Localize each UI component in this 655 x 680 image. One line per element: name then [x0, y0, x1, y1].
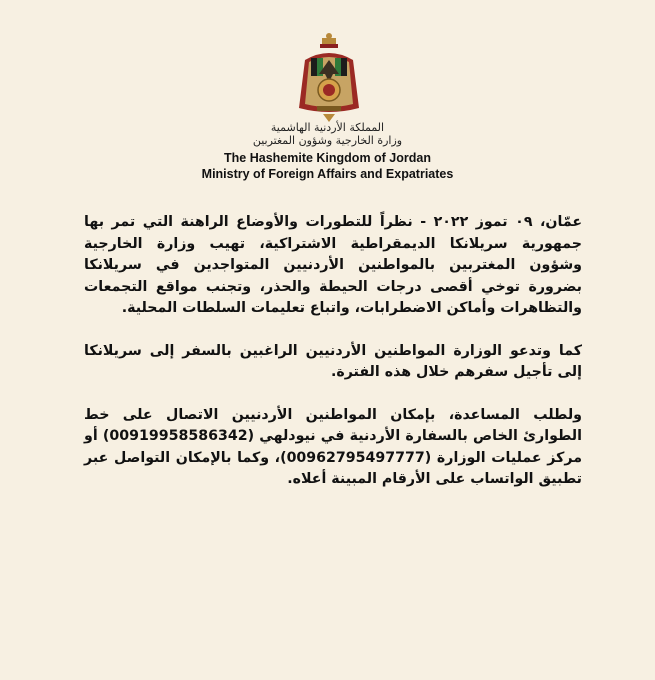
- paragraph-travel-advice: كما وتدعو الوزارة المواطنين الأردنيين الراغبين بالسفر إلى سريلانكا إلى تأجيل سفرهم خلال هذه الفترة.: [84, 342, 582, 380]
- paragraph-situation: عمّان، ٠٩ تموز ٢٠٢٢ - نظراً للتطورات والأوضاع الراهنة التي تمر بها جمهورية سريلانكا الديمقراطية الاشتراكية، تهيب وزارة الخارجية وشؤون المغتربين بالمواطنين الأردنيين المتواجدين في سريلانكا بضرورة توخي أقصى درجات الحيطة والحذر، وتجنب مواقع التجمعات والتظاهرات وأماكن الاضطرابات، واتباع تعليمات السلطات المحلية.: [84, 214, 583, 316]
- header-english-ministry: Ministry of Foreign Affairs and Expatriates: [201, 167, 454, 181]
- header-english-kingdom: The Hashemite Kingdom of Jordan: [224, 151, 431, 165]
- statement-body: [84, 212, 582, 512]
- header-arabic-kingdom: المملكة الأردنية الهاشمية: [270, 121, 385, 134]
- crown-icon: [320, 33, 338, 48]
- coat-of-arms-emblem: [293, 30, 365, 130]
- paragraph-emergency-contact: ولطلب المساعدة، بإمكان المواطنين الأردنيين الاتصال على خط الطوارئ الخاص بالسفارة الأردنية في نيودلهي (00919958586342) أو مركز عمليات الوزارة (00962795497777)، وكما بالإمكان التواصل عبر تطبيق الواتساب على الأرقام المبينة أعلاه.: [84, 406, 582, 487]
- header-arabic-ministry: وزارة الخارجية وشؤون المغتربين: [252, 134, 403, 147]
